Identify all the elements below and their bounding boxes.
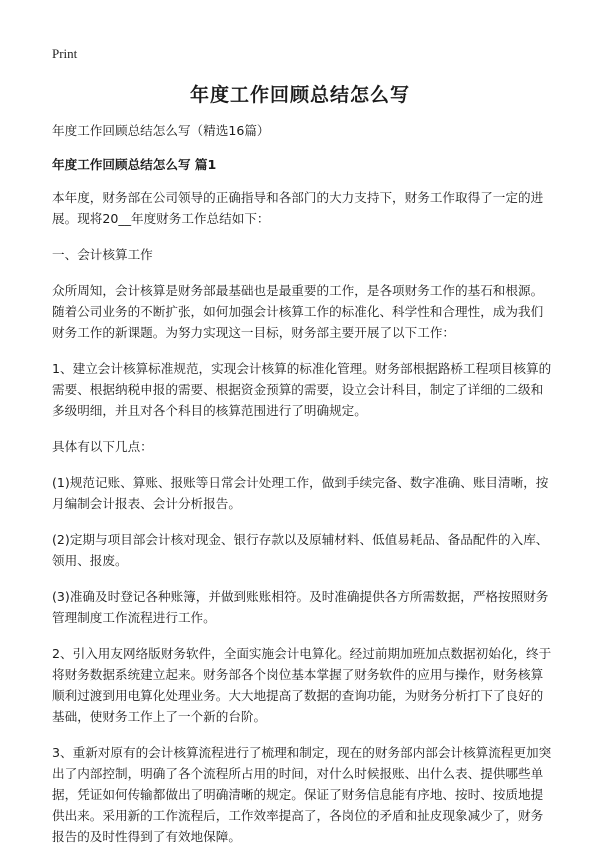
paragraph-details-lead: 具体有以下几点：: [52, 439, 153, 454]
paragraph-detail-3: (3)准确及时登记各种账簿，并做到账账相符。及时准确提供各方所需数据，严格按照财务管理制度工作流程进行工作。: [52, 589, 549, 625]
paragraph-intro: 本年度，财务部在公司领导的正确指导和各部门的大力支持下，财务工作取得了一定的进展。现将20__年度财务工作总结如下：: [52, 190, 544, 226]
paragraph-detail-2: (2)定期与项目部会计核对现金、银行存款以及原辅材料、低值易耗品、备品配件的入库、领用、报废。: [52, 532, 549, 568]
page-title: 年度工作回顾总结怎么写: [189, 84, 410, 106]
document-body: [52, 120, 552, 862]
paragraph-detail-1: (1)规范记账、算账、报账等日常会计处理工作，做到手续完备、数字准确、账目清晰，按月编制会计报表、会计分析报告。: [52, 475, 549, 511]
paragraph-accounting-overview: 众所周知，会计核算是财务部最基础也是最重要的工作，是各项财务工作的基石和根源。随着公司业务的不断扩张，如何加强会计核算工作的标准化、科学性和合理性，成为我们财务工作的新课题。为努力实现这一目标，财务部主要开展了以下工作：: [52, 283, 544, 340]
paragraph-item-1: 1、建立会计核算标准规范，实现会计核算的标准化管理。财务部根据路桥工程项目核算的需要、根据纳税申报的需要、根据资金预算的需要，设立会计科目，制定了详细的二级和多级明细，并且对各个科目的核算范围进行了明确规定。: [52, 361, 552, 418]
document-subtitle: 年度工作回顾总结怎么写（精选16篇）: [52, 123, 270, 138]
print-label: Print: [52, 46, 78, 61]
paragraph-item-3: 3、重新对原有的会计核算流程进行了梳理和制定，现在的财务部内部会计核算流程更加突出了内部控制，明确了各个流程所占用的时间，对什么时候报账、出什么表、提供哪些单据，凭证如何传输都做出了明确清晰的规定。保证了财务信息能有序地、按时、按质地提供出来。采用新的工作流程后，工作效率提高了，各岗位的矛盾和扯皮现象减少了，财务报告的及时性得到了有效地保障。: [52, 745, 552, 844]
paragraph-section-title: 一、会计核算工作: [52, 247, 153, 262]
section-heading: 年度工作回顾总结怎么写 篇1: [52, 157, 217, 172]
paragraph-item-2: 2、引入用友网络版财务软件，全面实施会计电算化。经过前期加班加点数据初始化，终于将财务数据系统建立起来。财务部各个岗位基本掌握了财务软件的应用与操作，财务核算顺利过渡到用电算化处理业务。大大地提高了数据的查询功能，为财务分析打下了良好的基础，使财务工作上了一个新的台阶。: [52, 646, 552, 724]
